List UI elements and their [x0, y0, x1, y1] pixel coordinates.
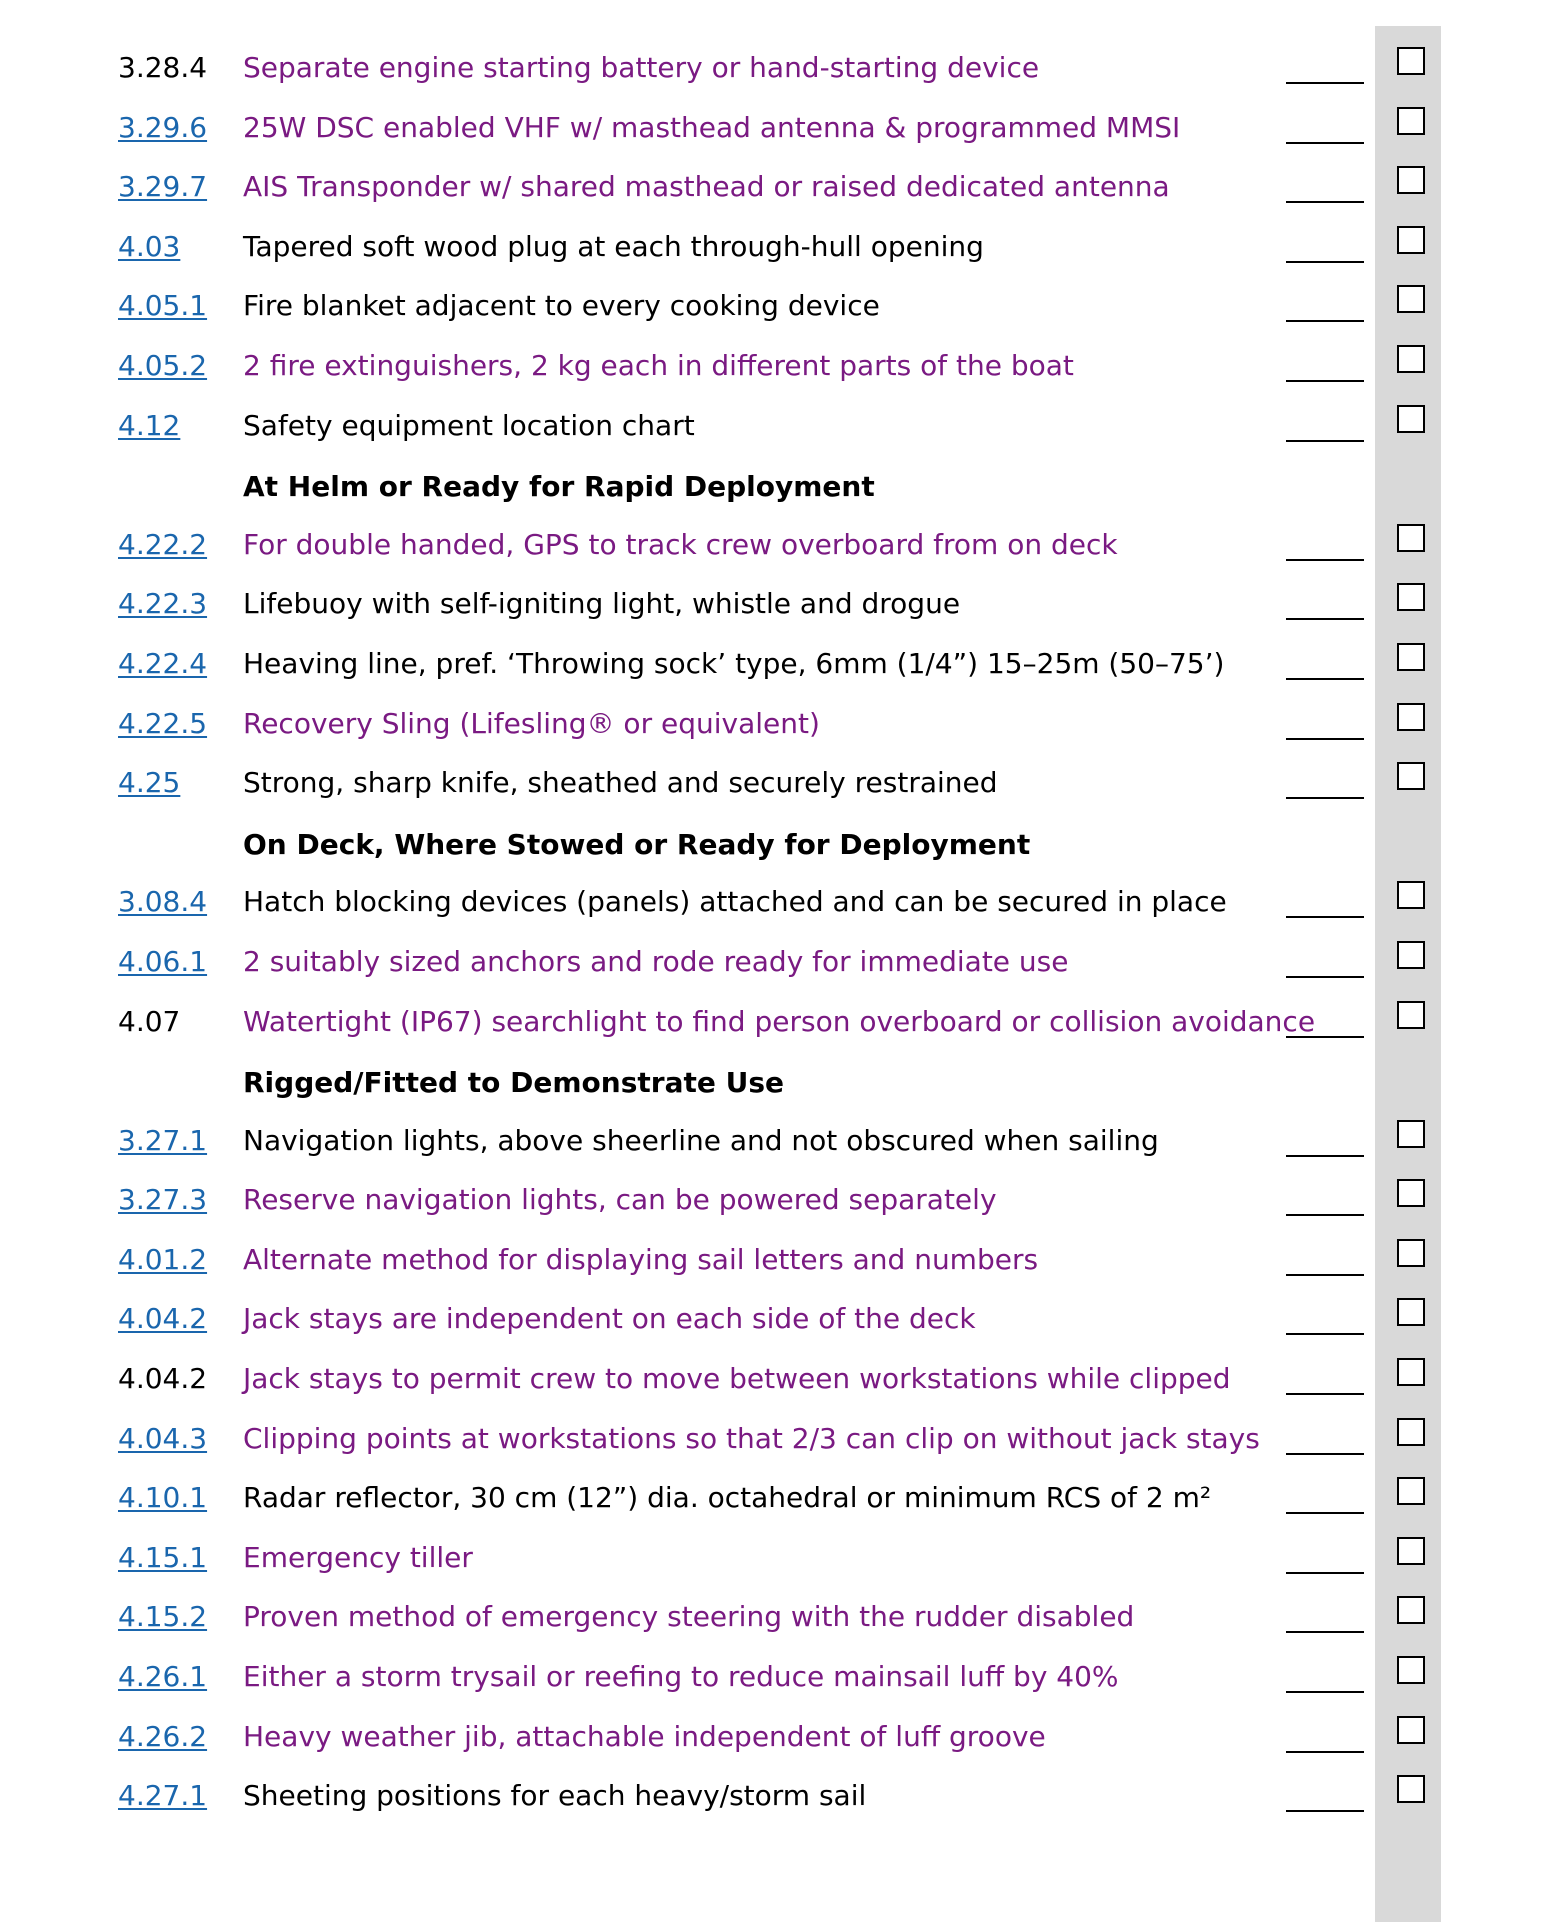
initials-blank-line[interactable] [1286, 618, 1364, 620]
checkbox[interactable] [1397, 583, 1425, 611]
item-description: Lifebuoy with self-igniting light, whistle and drogue [243, 587, 961, 621]
initials-blank-line[interactable] [1286, 1155, 1364, 1157]
rule-number-link[interactable]: 4.26.1 [118, 1660, 208, 1694]
initials-blank-line[interactable] [1286, 916, 1364, 918]
checkbox[interactable] [1397, 47, 1425, 75]
rule-number: 3.28.4 [118, 51, 208, 84]
checkbox[interactable] [1397, 881, 1425, 909]
checklist-row [0, 700, 1546, 760]
checklist-row [0, 104, 1546, 164]
checkbox[interactable] [1397, 1239, 1425, 1267]
checkbox[interactable] [1397, 166, 1425, 194]
section-heading-row [0, 461, 1546, 521]
rule-number-link[interactable]: 4.06.1 [118, 944, 208, 978]
item-description: Radar reflector, 30 cm (12”) dia. octahedral or minimum RCS of 2 m² [243, 1481, 1212, 1515]
item-description: Strong, sharp knife, sheathed and securely restrained [243, 766, 998, 800]
initials-blank-line[interactable] [1286, 1274, 1364, 1276]
item-description: Heaving line, pref. ‘Throwing sock’ type, 6mm (1/4”) 15–25m (50–75’) [243, 646, 1225, 680]
initials-blank-line[interactable] [1286, 1631, 1364, 1633]
checkbox[interactable] [1397, 405, 1425, 433]
checkbox[interactable] [1397, 1775, 1425, 1803]
checklist-row [0, 44, 1546, 104]
checklist [0, 44, 1546, 1832]
checklist-row [0, 521, 1546, 581]
item-description: Navigation lights, above sheerline and not obscured when sailing [243, 1123, 1159, 1157]
checklist-row [0, 1474, 1546, 1534]
checkbox[interactable] [1397, 1477, 1425, 1505]
initials-blank-line[interactable] [1286, 976, 1364, 978]
rule-number-link[interactable]: 4.12 [118, 408, 181, 442]
initials-blank-line[interactable] [1286, 261, 1364, 263]
initials-blank-line[interactable] [1286, 201, 1364, 203]
rule-number-link[interactable]: 3.27.1 [118, 1123, 208, 1157]
initials-blank-line[interactable] [1286, 559, 1364, 561]
checkbox[interactable] [1397, 703, 1425, 731]
initials-blank-line[interactable] [1286, 1036, 1364, 1038]
checklist-row [0, 1593, 1546, 1653]
checklist-row [0, 342, 1546, 402]
initials-blank-line[interactable] [1286, 797, 1364, 799]
rule-number-link[interactable]: 3.29.6 [118, 110, 208, 144]
checkbox[interactable] [1397, 1120, 1425, 1148]
checkbox[interactable] [1397, 226, 1425, 254]
item-description: Proven method of emergency steering with the rudder disabled [243, 1600, 1135, 1634]
checkbox[interactable] [1397, 285, 1425, 313]
checkbox[interactable] [1397, 1537, 1425, 1565]
checklist-row [0, 640, 1546, 700]
rule-number-link[interactable]: 3.08.4 [118, 885, 208, 919]
initials-blank-line[interactable] [1286, 1453, 1364, 1455]
rule-number-link[interactable]: 4.04.2 [118, 1302, 208, 1336]
checklist-row [0, 759, 1546, 819]
rule-number-link[interactable]: 4.22.5 [118, 706, 208, 740]
initials-blank-line[interactable] [1286, 380, 1364, 382]
item-description: Watertight (IP67) searchlight to find person overboard or collision avoidance [243, 1004, 1316, 1038]
checkbox[interactable] [1397, 1596, 1425, 1624]
rule-number-link[interactable]: 4.22.2 [118, 527, 208, 561]
initials-blank-line[interactable] [1286, 320, 1364, 322]
item-description: Tapered soft wood plug at each through-hull opening [243, 229, 984, 263]
item-description: Recovery Sling (Lifesling® or equivalent) [243, 706, 820, 740]
checkbox[interactable] [1397, 1001, 1425, 1029]
rule-number-link[interactable]: 4.26.2 [118, 1719, 208, 1753]
checklist-row [0, 878, 1546, 938]
rule-number-link[interactable]: 4.03 [118, 229, 181, 263]
item-description: 2 fire extinguishers, 2 kg each in different parts of the boat [243, 348, 1074, 382]
checklist-row [0, 1176, 1546, 1236]
rule-number-link[interactable]: 4.22.4 [118, 646, 208, 680]
initials-blank-line[interactable] [1286, 1751, 1364, 1753]
item-description: 2 suitably sized anchors and rode ready for immediate use [243, 944, 1069, 978]
item-description: Heavy weather jib, attachable independent of luff groove [243, 1719, 1046, 1753]
rule-number-link[interactable]: 3.27.3 [118, 1183, 208, 1217]
item-description: Jack stays to permit crew to move between workstations while clipped [243, 1362, 1231, 1396]
checklist-row [0, 580, 1546, 640]
item-description: Fire blanket adjacent to every cooking device [243, 289, 880, 323]
checkbox[interactable] [1397, 1298, 1425, 1326]
checkbox[interactable] [1397, 1418, 1425, 1446]
item-description: Jack stays are independent on each side of the deck [243, 1302, 976, 1336]
rule-number-link[interactable]: 4.05.1 [118, 289, 208, 323]
item-description: Separate engine starting battery or hand-starting device [243, 51, 1040, 84]
checklist-row [0, 1534, 1546, 1594]
checkbox[interactable] [1397, 1179, 1425, 1207]
rule-number-link[interactable]: 3.29.7 [118, 170, 208, 204]
initials-blank-line[interactable] [1286, 1393, 1364, 1395]
initials-blank-line[interactable] [1286, 1810, 1364, 1812]
rule-number-link[interactable]: 4.15.2 [118, 1600, 208, 1634]
section-heading: On Deck, Where Stowed or Ready for Deployment [243, 827, 1031, 861]
item-description: Emergency tiller [243, 1540, 473, 1574]
checkbox[interactable] [1397, 1716, 1425, 1744]
section-heading-row [0, 819, 1546, 879]
checklist-row [0, 1295, 1546, 1355]
checkbox[interactable] [1397, 107, 1425, 135]
section-heading: At Helm or Ready for Rapid Deployment [243, 470, 875, 504]
item-description: Sheeting positions for each heavy/storm sail [243, 1779, 867, 1813]
checklist-row [0, 1236, 1546, 1296]
checkbox[interactable] [1397, 345, 1425, 373]
checklist-row [0, 938, 1546, 998]
checklist-row [0, 998, 1546, 1058]
checklist-row [0, 282, 1546, 342]
rule-number-link[interactable]: 4.10.1 [118, 1481, 208, 1515]
initials-blank-line[interactable] [1286, 1691, 1364, 1693]
section-heading: Rigged/Fitted to Demonstrate Use [243, 1066, 784, 1100]
initials-blank-line[interactable] [1286, 738, 1364, 740]
rule-number-link[interactable]: 4.15.1 [118, 1540, 208, 1574]
checklist-row [0, 1772, 1546, 1832]
rule-number-link[interactable]: 4.27.1 [118, 1779, 208, 1813]
checkbox[interactable] [1397, 643, 1425, 671]
checklist-row [0, 163, 1546, 223]
item-description: Either a storm trysail or reefing to reduce mainsail luff by 40% [243, 1660, 1119, 1694]
checkbox[interactable] [1397, 941, 1425, 969]
initials-blank-line[interactable] [1286, 440, 1364, 442]
checklist-row [0, 1713, 1546, 1773]
initials-blank-line[interactable] [1286, 1512, 1364, 1514]
checkbox[interactable] [1397, 524, 1425, 552]
checklist-row [0, 1653, 1546, 1713]
item-description: Alternate method for displaying sail letters and numbers [243, 1242, 1039, 1276]
checklist-row [0, 1355, 1546, 1415]
section-heading-row [0, 1057, 1546, 1117]
item-description: For double handed, GPS to track crew overboard from on deck [243, 527, 1118, 561]
initials-blank-line[interactable] [1286, 82, 1364, 84]
initials-blank-line[interactable] [1286, 1333, 1364, 1335]
checklist-row [0, 1415, 1546, 1475]
rule-number-link[interactable]: 4.25 [118, 766, 181, 800]
rule-number-link[interactable]: 4.05.2 [118, 348, 208, 382]
item-description: Hatch blocking devices (panels) attached and can be secured in place [243, 885, 1227, 919]
checklist-row [0, 223, 1546, 283]
item-description: 25W DSC enabled VHF w/ masthead antenna & programmed MMSI [243, 110, 1181, 144]
item-description: Clipping points at workstations so that 2/3 can clip on without jack stays [243, 1421, 1260, 1455]
rule-number: 4.04.2 [118, 1362, 208, 1396]
checkbox[interactable] [1397, 1656, 1425, 1684]
item-description: AIS Transponder w/ shared masthead or raised dedicated antenna [243, 170, 1170, 204]
initials-blank-line[interactable] [1286, 1214, 1364, 1216]
checklist-row [0, 402, 1546, 462]
rule-number-link[interactable]: 4.22.3 [118, 587, 208, 621]
rule-number-link[interactable]: 4.04.3 [118, 1421, 208, 1455]
checklist-row [0, 1117, 1546, 1177]
item-description: Safety equipment location chart [243, 408, 695, 442]
checkbox[interactable] [1397, 1358, 1425, 1386]
item-description: Reserve navigation lights, can be powered separately [243, 1183, 997, 1217]
initials-blank-line[interactable] [1286, 142, 1364, 144]
initials-blank-line[interactable] [1286, 678, 1364, 680]
rule-number-link[interactable]: 4.01.2 [118, 1242, 208, 1276]
rule-number: 4.07 [118, 1004, 181, 1038]
initials-blank-line[interactable] [1286, 1572, 1364, 1574]
checkbox[interactable] [1397, 762, 1425, 790]
